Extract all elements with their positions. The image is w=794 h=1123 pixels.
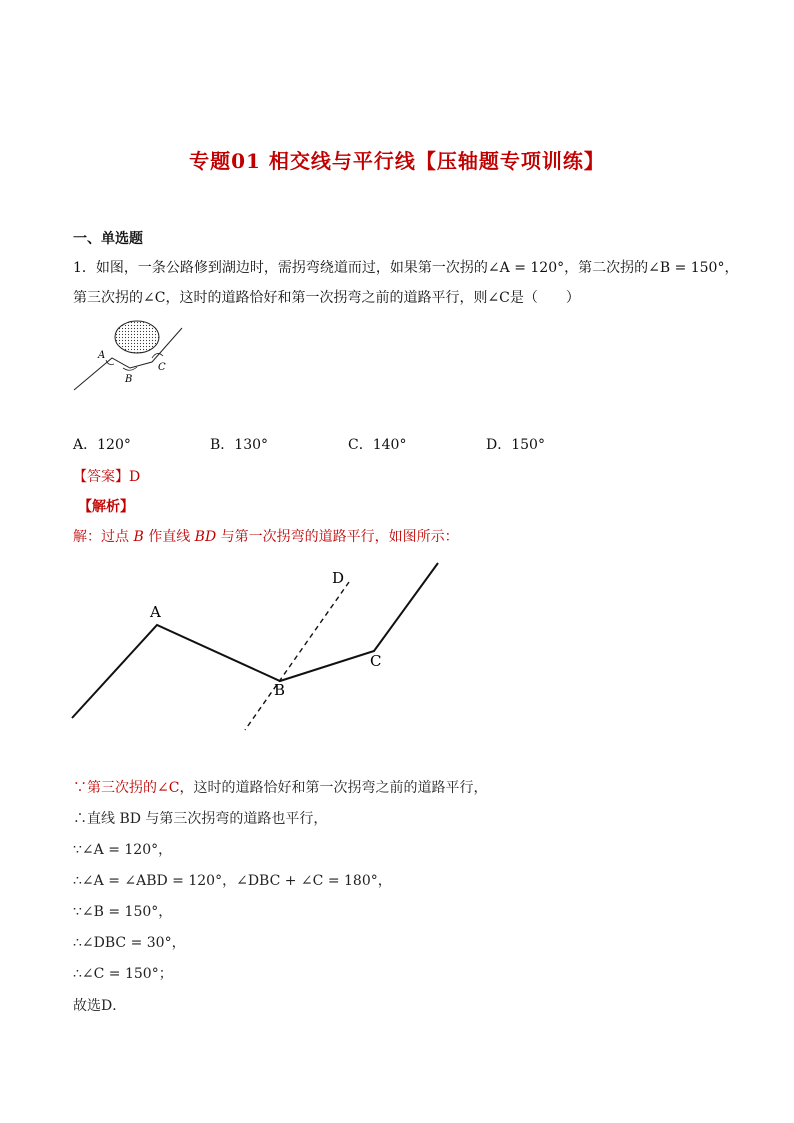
lake-road-figure (70, 318, 190, 394)
solution-step-4: ∴∠A = ∠ABD = 120°，∠DBC + ∠C = 180°， (73, 873, 392, 889)
solution-step-7: ∴∠C = 150°； (73, 966, 173, 982)
figure2-label-a: A (150, 603, 161, 621)
option-c-value: 140° (372, 437, 407, 453)
page-title: 专题01 相交线与平行线【压轴题专项训练】 (189, 149, 605, 173)
solution-step-1-highlight: ∵第三次拐的∠C (73, 780, 180, 796)
solution-step-5: ∵∠B = 150°， (73, 904, 173, 920)
figure1-label-c: C (158, 362, 166, 373)
lake-shape (115, 321, 159, 353)
option-b-letter: B． (210, 437, 235, 453)
solution-step-1-text: ，这时的道路恰好和第一次拐弯之前的道路平行， (179, 780, 488, 796)
option-c (348, 434, 406, 454)
solution-figure (60, 555, 460, 735)
solution-intro-prefix: 解：过点 (73, 529, 134, 545)
option-c-letter: C． (348, 437, 373, 453)
angle-a-arc (106, 360, 114, 365)
solution-intro-mid: 作直线 (143, 529, 195, 545)
solution-intro (73, 527, 459, 547)
option-b (210, 434, 268, 454)
question-text-line-1: 1．如图，一条公路修到湖边时，需拐弯绕道而过，如果第一次拐的∠A = 120°，第二次拐的∠B = 150°， (73, 260, 739, 276)
option-d (486, 434, 545, 454)
figure2-label-d: D (332, 569, 345, 587)
solution-step-6: ∴∠DBC = 30°， (73, 935, 186, 951)
question-text-line-2: 第三次拐的∠C，这时的道路恰好和第一次拐弯之前的道路平行，则∠C是（ ） (73, 290, 580, 306)
solution-step-3: ∵∠A = 120°， (73, 842, 173, 858)
solution-step-8: 故选D． (73, 998, 127, 1014)
solution-intro-point-b: B (133, 529, 144, 545)
solution-intro-line-bd: BD (194, 529, 217, 545)
option-d-value: 150° (511, 437, 545, 453)
option-b-value: 130° (234, 437, 269, 453)
figure2-label-b: B (274, 681, 286, 699)
option-a (73, 434, 131, 454)
answer-label: 【答案】D (73, 469, 141, 485)
road-polyline (72, 563, 438, 718)
section-heading: 一、单选题 (73, 231, 143, 247)
figure1-label-b: B (125, 374, 133, 385)
figure1-label-a: A (98, 350, 106, 361)
analysis-label: 【解析】 (78, 499, 134, 515)
solution-step-2: ∴直线 BD 与第三次拐弯的道路也平行， (73, 811, 328, 827)
dashed-line-bd (245, 582, 349, 730)
option-a-value: 120° (97, 437, 131, 453)
option-d-letter: D． (486, 437, 512, 453)
option-a-letter: A． (73, 437, 98, 453)
solution-intro-suffix: 与第一次拐弯的道路平行，如图所示： (216, 529, 459, 545)
figure2-label-c: C (370, 652, 382, 670)
solution-step-1 (73, 778, 487, 798)
